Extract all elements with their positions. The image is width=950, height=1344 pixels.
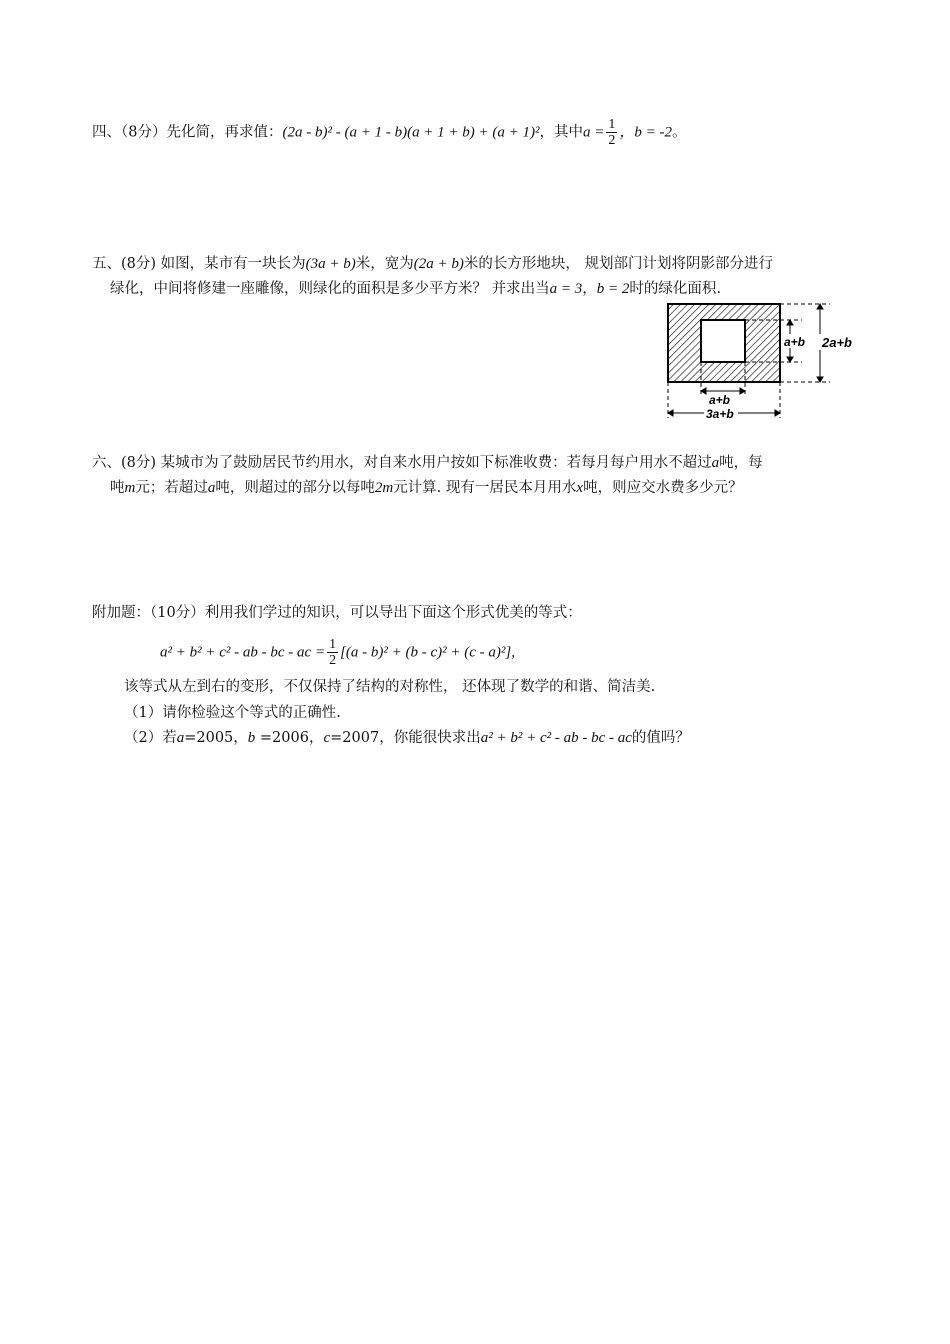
- question-6-line-1: [92, 453, 763, 473]
- q5-text-2: 米，宽为: [355, 256, 414, 272]
- bonus-frac-den: 2: [329, 653, 337, 668]
- bonus-var-c: c: [323, 730, 331, 746]
- bonus-fraction: [327, 637, 338, 668]
- bonus-var-a: a: [176, 730, 185, 746]
- q4-label: 四、（8分）先化简，再求值：: [92, 124, 283, 141]
- q4-cond-pre: ，其中: [539, 124, 584, 141]
- bonus-text-5a: （2）若: [124, 730, 177, 746]
- bonus-text-5d: =2007，你能很快求出: [330, 730, 481, 746]
- inner-width-label: a+b: [709, 393, 731, 407]
- bonus-text-5e: 的值吗？: [631, 730, 690, 746]
- question-6-line-2: [110, 478, 743, 498]
- bonus-part-2: [124, 728, 690, 748]
- q5-width: (2a + b): [413, 256, 464, 272]
- bonus-text-1: 附加题：（10分）利用我们学过的知识，可以导出下面这个形式优美的等式：: [92, 605, 582, 621]
- bonus-frac-num: 1: [329, 637, 337, 652]
- outer-width-label: 3a+b: [706, 407, 734, 421]
- land-diagram: [660, 296, 875, 424]
- q6-var-2m: 2m: [374, 480, 394, 496]
- q5-length: (3a + b): [305, 256, 356, 272]
- bonus-equation: [160, 637, 515, 668]
- q4-fraction: [606, 117, 617, 148]
- q6-text-4: 元；若超过: [135, 480, 208, 496]
- q6-text-3: 吨: [110, 480, 125, 496]
- q5-text-1: 五、(8分) 如图，某市有一块长为: [92, 256, 306, 272]
- q5-text-4: 绿化，中间将修建一座雕像，则绿化的面积是多少平方米？ 并求出当: [110, 281, 550, 297]
- q5-sep: ，: [582, 281, 597, 297]
- bonus-lhs: a² + b² + c² - ab - bc - ac =: [160, 644, 326, 661]
- question-5-line-2: [110, 279, 721, 299]
- statue-square: [701, 320, 745, 362]
- q6-text-2: 吨，每: [719, 455, 763, 471]
- bonus-text-3: 该等式从左到右的变形，不仅保持了结构的对称性， 还体现了数学的和谐、简洁美.: [124, 679, 656, 695]
- q6-text-5: 吨，则超过的部分以每吨: [215, 480, 375, 496]
- q6-var-a1: a: [711, 455, 720, 471]
- q4-frac-num: 1: [608, 117, 616, 132]
- bonus-line-3: [124, 677, 655, 697]
- bonus-expression: a² + b² + c² - ab - bc - ac: [480, 730, 632, 746]
- q6-var-x: x: [576, 480, 584, 496]
- question-4: [92, 117, 687, 148]
- q4-expression: (2a - b)² - (a + 1 - b)(a + 1 + b) + (a + 1)²: [282, 124, 540, 141]
- q5-value-a: a = 3: [549, 281, 583, 297]
- q6-text-7: 吨，则应交水费多少元？: [583, 480, 743, 496]
- bonus-text-5c: =2006，: [255, 730, 324, 746]
- q6-text-1: 六、(8分) 某城市为了鼓励居民节约用水，对自来水用户按如下标准收费：若每月每户用水不超过: [92, 455, 712, 471]
- outer-height-label: 2a+b: [822, 335, 852, 350]
- q4-cond-a: a =: [583, 124, 605, 141]
- bonus-part-1: [124, 703, 341, 723]
- q4-cond-b: ，b = -2: [619, 124, 673, 141]
- q4-frac-den: 2: [608, 133, 616, 148]
- bonus-text-5b: =2005，: [184, 730, 248, 746]
- q4-end: 。: [672, 124, 687, 141]
- bonus-intro: [92, 603, 582, 623]
- q5-text-3: 米的长方形地块， 规划部门计划将阴影部分进行: [463, 256, 774, 272]
- bonus-var-b: b: [247, 730, 256, 746]
- inner-height-label: a+b: [784, 335, 806, 349]
- q6-text-6: 元计算. 现有一居民本月用水: [393, 480, 577, 496]
- bonus-text-4: （1）请你检验这个等式的正确性.: [124, 705, 341, 721]
- bonus-rhs: [(a - b)² + (b - c)² + (c - a)²],: [340, 644, 516, 661]
- q5-value-b: b = 2: [596, 281, 630, 297]
- q5-text-5: 时的绿化面积.: [629, 281, 721, 297]
- q6-var-m1: m: [124, 480, 136, 496]
- question-5-line-1: [92, 254, 773, 274]
- q6-var-a2: a: [207, 480, 216, 496]
